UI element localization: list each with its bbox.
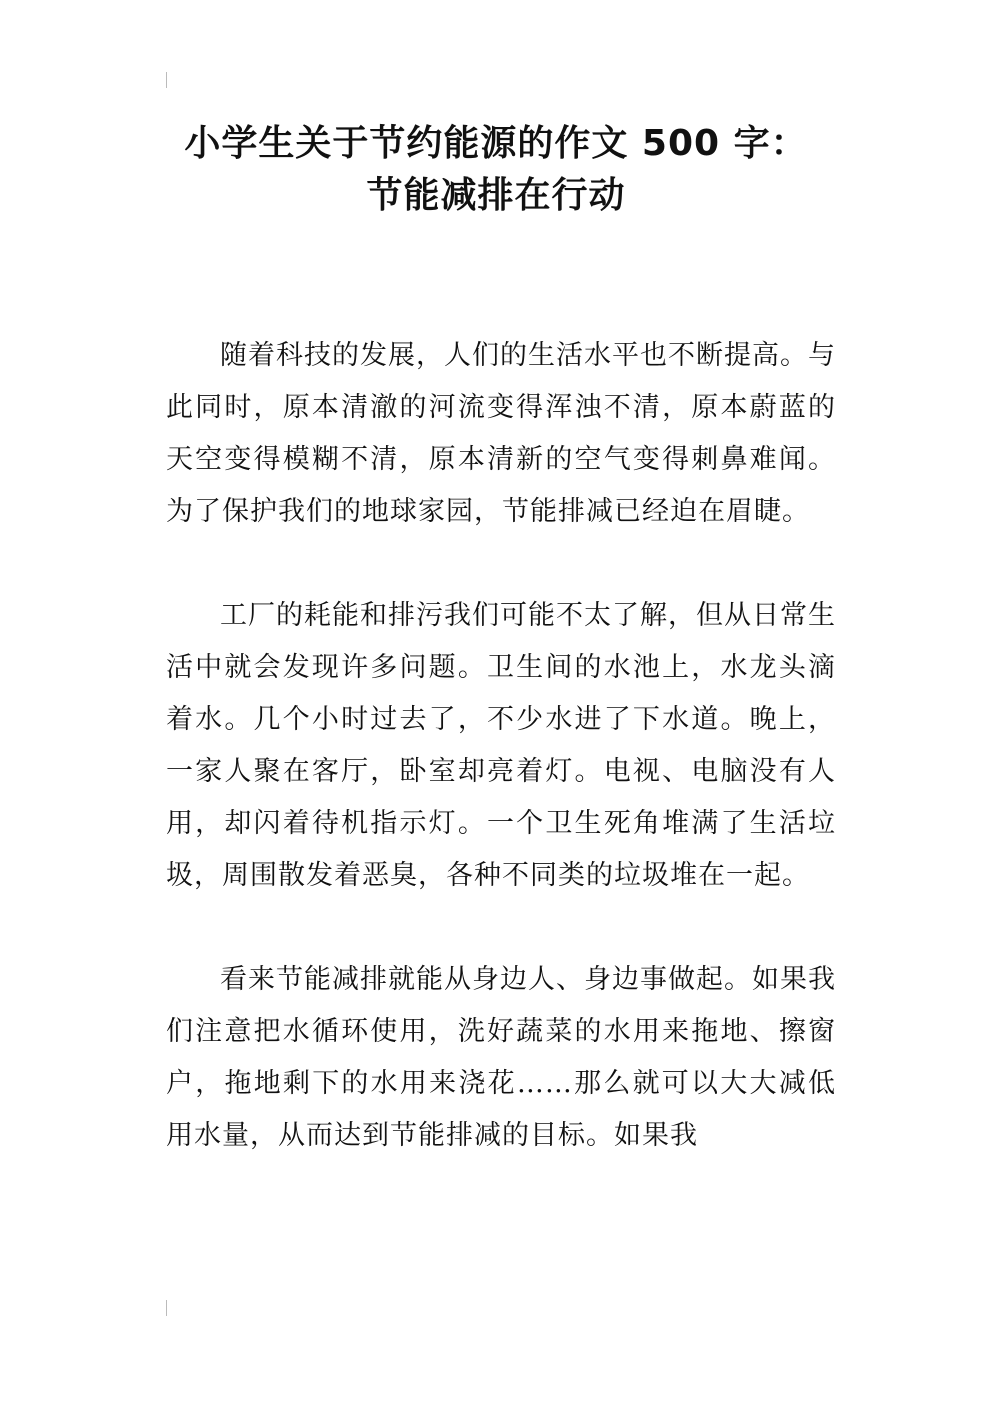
document-body — [166, 330, 836, 1214]
title-line-2: 节能减排在行动 — [366, 175, 626, 216]
crop-mark-bottom — [166, 1300, 167, 1316]
title-line-1: 小学生关于节约能源的作文 500 字： — [184, 123, 808, 164]
paragraph-1: 随着科技的发展，人们的生活水平也不断提高。与此同时，原本清澈的河流变得浑浊不清，原本蔚蓝的天空变得模糊不清，原本清新的空气变得刺鼻难闻。为了保护我们的地球家园，节能排减已经迫在眉睫。 — [166, 340, 836, 527]
paragraph-3: 看来节能减排就能从身边人、身边事做起。如果我们注意把水循环使用，洗好蔬菜的水用来拖地、擦窗户，拖地剩下的水用来浇花……那么就可以大大减低用水量，从而达到节能排减的目标。如果我 — [166, 964, 836, 1151]
paragraph-2: 工厂的耗能和排污我们可能不太了解，但从日常生活中就会发现许多问题。卫生间的水池上，水龙头滴着水。几个小时过去了，不少水进了下水道。晚上，一家人聚在客厅，卧室却亮着灯。电视、电脑没有人用，却闪着待机指示灯。一个卫生死角堆满了生活垃圾，周围散发着恶臭，各种不同类的垃圾堆在一起。 — [166, 600, 836, 891]
crop-mark-top — [166, 72, 167, 88]
document-title — [0, 118, 992, 222]
